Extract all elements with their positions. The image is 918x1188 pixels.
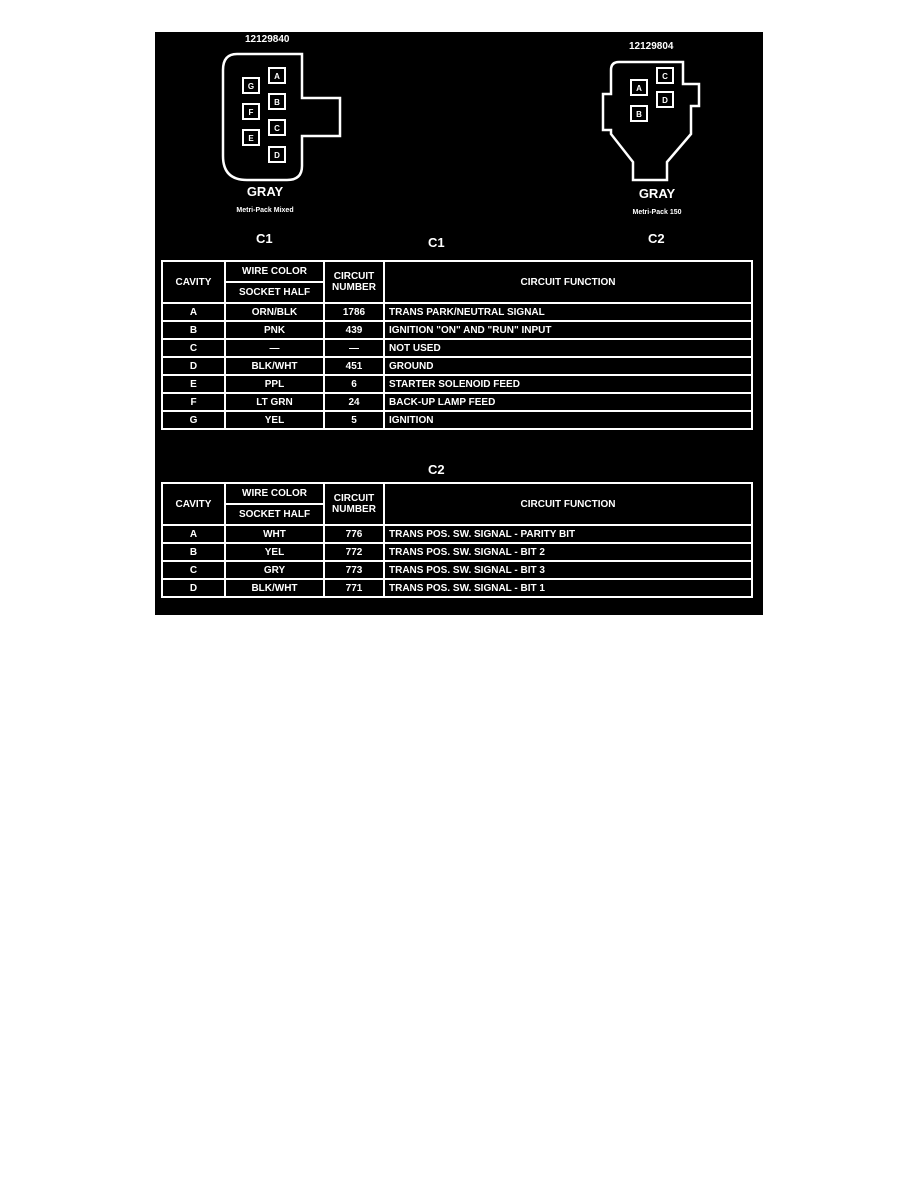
svg-text:B: B (636, 110, 642, 119)
table-row (162, 303, 752, 321)
cavity-cell: A (162, 303, 225, 321)
circuit-number-cell: 771 (324, 579, 384, 597)
table-row (162, 411, 752, 429)
cavity-cell: G (162, 411, 225, 429)
table-row (162, 339, 752, 357)
svg-text:A: A (274, 72, 280, 81)
circuit-number-header: CIRCUIT NUMBER (324, 483, 384, 525)
cavity-cell: D (162, 357, 225, 375)
wire-color-cell: BLK/WHT (225, 357, 324, 375)
circuit-function-cell: TRANS POS. SW. SIGNAL - PARITY BIT (384, 525, 752, 543)
cavity-cell: B (162, 321, 225, 339)
svg-text:D: D (662, 96, 668, 105)
c1-pin-e (243, 130, 259, 145)
c2-pin-d (657, 92, 673, 107)
table-row (162, 579, 752, 597)
c2-part-number: 12129804 (629, 41, 674, 52)
cavity-cell: C (162, 339, 225, 357)
circuit-number-cell: 5 (324, 411, 384, 429)
circuit-function-cell: NOT USED (384, 339, 752, 357)
circuit-function-cell: IGNITION "ON" AND "RUN" INPUT (384, 321, 752, 339)
c1-table-title: C1 (428, 235, 445, 250)
circuit-function-cell: IGNITION (384, 411, 752, 429)
c1-pinout-table (161, 260, 753, 430)
c1-housing-color: GRAY (246, 184, 284, 199)
cavity-cell: D (162, 579, 225, 597)
wire-color-cell: PPL (225, 375, 324, 393)
wire-color-cell: YEL (225, 411, 324, 429)
cavity-header: CAVITY (162, 261, 225, 303)
c1-connector-face (217, 46, 347, 186)
circuit-function-cell: GROUND (384, 357, 752, 375)
circuit-number-cell: 772 (324, 543, 384, 561)
circuit-function-cell: TRANS POS. SW. SIGNAL - BIT 1 (384, 579, 752, 597)
svg-text:C: C (274, 124, 280, 133)
c2-table-title: C2 (428, 462, 445, 477)
circuit-number-cell: 773 (324, 561, 384, 579)
svg-text:F: F (248, 108, 254, 117)
c1-terminal-series: Metri-Pack Mixed (236, 207, 294, 214)
svg-text:C: C (662, 72, 668, 81)
cavity-header: CAVITY (162, 483, 225, 525)
circuit-function-cell: TRANS POS. SW. SIGNAL - BIT 2 (384, 543, 752, 561)
wire-color-cell: YEL (225, 543, 324, 561)
c2-pinout-table (161, 482, 753, 598)
wire-color-header: WIRE COLOR (225, 483, 324, 504)
wire-color-cell: LT GRN (225, 393, 324, 411)
c2-pin-b (631, 106, 647, 121)
c2-pin-c (657, 68, 673, 83)
circuit-function-cell: TRANS PARK/NEUTRAL SIGNAL (384, 303, 752, 321)
cavity-cell: E (162, 375, 225, 393)
circuit-function-cell: TRANS POS. SW. SIGNAL - BIT 3 (384, 561, 752, 579)
circuit-number-cell: 439 (324, 321, 384, 339)
table-row (162, 393, 752, 411)
cavity-cell: C (162, 561, 225, 579)
c2-housing-color: GRAY (638, 186, 676, 201)
wire-color-cell: WHT (225, 525, 324, 543)
table-row (162, 321, 752, 339)
svg-text:B: B (274, 98, 280, 107)
cavity-cell: B (162, 543, 225, 561)
circuit-number-cell: 1786 (324, 303, 384, 321)
socket-half-header: SOCKET HALF (225, 504, 324, 525)
wire-color-cell: PNK (225, 321, 324, 339)
c2-pin-a (631, 80, 647, 95)
circuit-function-cell: BACK-UP LAMP FEED (384, 393, 752, 411)
c2-connector-label: C2 (648, 231, 665, 246)
svg-text:A: A (636, 84, 642, 93)
cavity-cell: A (162, 525, 225, 543)
c1-pin-c (269, 120, 285, 135)
c1-pin-g (243, 78, 259, 93)
c2-connector-face (595, 54, 707, 184)
wire-color-cell: GRY (225, 561, 324, 579)
circuit-number-header: CIRCUIT NUMBER (324, 261, 384, 303)
circuit-number-cell: 776 (324, 525, 384, 543)
svg-text:E: E (248, 134, 254, 143)
c1-part-number: 12129840 (245, 34, 290, 45)
table-row (162, 357, 752, 375)
circuit-number-cell: 24 (324, 393, 384, 411)
c1-pin-a (269, 68, 285, 83)
c2-terminal-series: Metri-Pack 150 (632, 209, 682, 216)
wire-color-cell: BLK/WHT (225, 579, 324, 597)
svg-text:D: D (274, 151, 280, 160)
socket-half-header: SOCKET HALF (225, 282, 324, 303)
table-row (162, 561, 752, 579)
c2-table-header-row (162, 483, 752, 504)
wire-color-cell: — (225, 339, 324, 357)
wire-color-header: WIRE COLOR (225, 261, 324, 282)
c1-table-header-row (162, 261, 752, 282)
circuit-function-header: CIRCUIT FUNCTION (384, 483, 752, 525)
c1-pin-b (269, 94, 285, 109)
table-row (162, 543, 752, 561)
circuit-function-cell: STARTER SOLENOID FEED (384, 375, 752, 393)
svg-text:G: G (247, 82, 255, 91)
wire-color-cell: ORN/BLK (225, 303, 324, 321)
table-row (162, 525, 752, 543)
circuit-number-cell: 6 (324, 375, 384, 393)
circuit-number-cell: 451 (324, 357, 384, 375)
circuit-number-cell: — (324, 339, 384, 357)
cavity-cell: F (162, 393, 225, 411)
c1-connector-label: C1 (256, 231, 273, 246)
circuit-function-header: CIRCUIT FUNCTION (384, 261, 752, 303)
c1-pin-f (243, 104, 259, 119)
table-row (162, 375, 752, 393)
c1-pin-d (269, 147, 285, 162)
connector-diagram-panel (155, 32, 763, 615)
